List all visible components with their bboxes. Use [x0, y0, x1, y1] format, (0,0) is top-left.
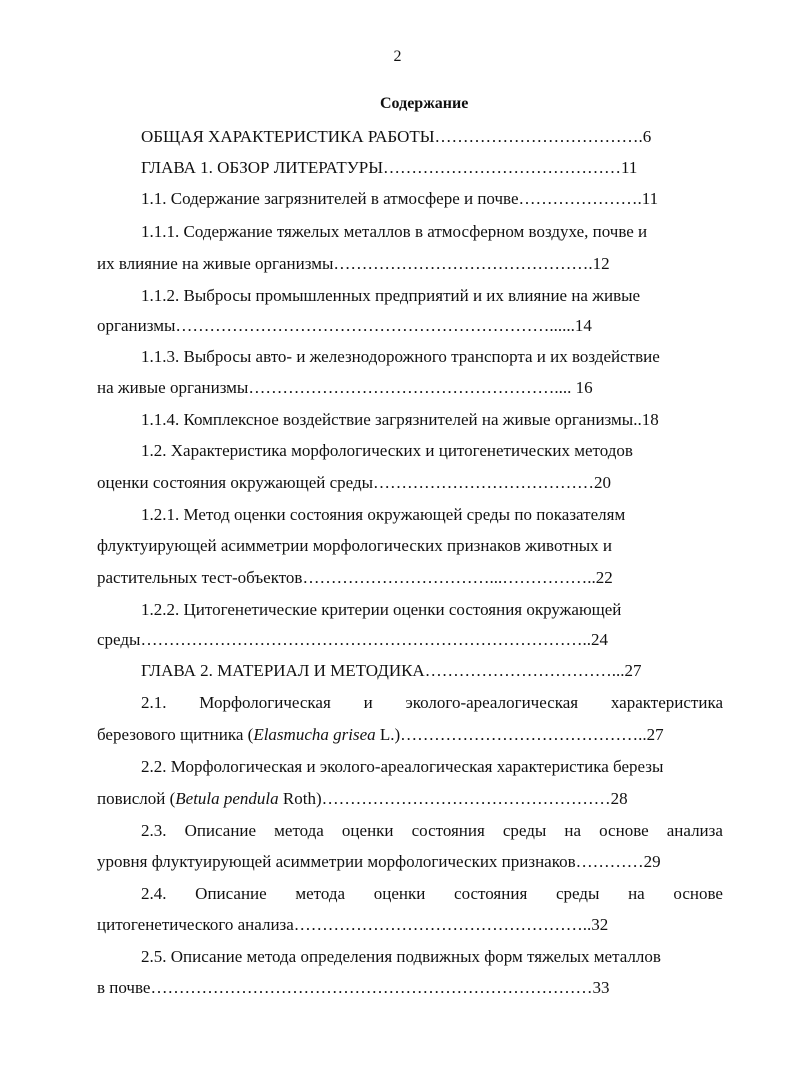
text-part: L.)……………………………………..27	[375, 725, 664, 744]
toc-entry: 1.1.3. Выбросы авто- и железнодорожного транспорта и их воздействие	[141, 347, 660, 366]
word: метода	[274, 821, 324, 840]
toc-entry-continuation	[97, 789, 628, 809]
page-number: 2	[393, 48, 402, 65]
toc-entry-continuation	[97, 725, 664, 745]
toc-title: Содержание	[380, 95, 469, 112]
word: на	[564, 821, 582, 840]
toc-entry-continuation: их влияние на живые организмы……………………………………….12	[97, 254, 610, 273]
toc-entry-continuation: в почве……………………………………………………………………33	[97, 978, 610, 997]
word: основе	[673, 884, 723, 903]
species-name: Betula pendula	[175, 789, 279, 808]
word: среды	[502, 821, 547, 840]
toc-entry-continuation: растительных тест-объектов……………………………...……………..22	[97, 568, 613, 587]
text-part: повислой (	[97, 789, 176, 808]
word: анализа	[666, 821, 723, 840]
toc-entry: 1.2.1. Метод оценки состояния окружающей среды по показателям	[141, 505, 626, 524]
toc-entry-justified	[141, 884, 723, 904]
word: 2.3.	[141, 821, 167, 840]
toc-entry-continuation: на живые организмы……………………………………………….... 16	[97, 378, 593, 397]
toc-entry-continuation: флуктуирующей асимметрии морфологических признаков животных и	[97, 536, 613, 555]
word: характеристика	[610, 693, 723, 712]
word: 2.4.	[141, 884, 167, 903]
toc-entry: 1.2.2. Цитогенетические критерии оценки состояния окружающей	[141, 600, 622, 619]
word: эколого-ареалогическая	[405, 693, 579, 712]
toc-entry: 2.2. Морфологическая и эколого-ареалогическая характеристика березы	[141, 757, 664, 776]
text-part: березового щитника (	[97, 725, 254, 744]
toc-entry: 1.1.2. Выбросы промышленных предприятий и их влияние на живые	[141, 286, 641, 305]
species-name: Elasmucha grisea	[253, 725, 376, 744]
word: и	[363, 693, 373, 712]
toc-entry-continuation: оценки состояния окружающей среды…………………………………20	[97, 473, 612, 492]
toc-entry: 1.1. Содержание загрязнителей в атмосфере и почве………………….11	[141, 189, 659, 208]
toc-entry: ГЛАВА 2. МАТЕРИАЛ И МЕТОДИКА……………………………...27	[141, 661, 642, 680]
toc-entry: 2.5. Описание метода определения подвижных форм тяжелых металлов	[141, 947, 661, 966]
toc-entry: 1.1.1. Содержание тяжелых металлов в атмосферном воздухе, почве и	[141, 222, 648, 241]
word: основе	[599, 821, 649, 840]
toc-entry-continuation: среды……………………………………………………………………..24	[97, 630, 608, 649]
word: метода	[295, 884, 346, 903]
word: оценки	[373, 884, 426, 903]
word: Морфологическая	[199, 693, 331, 712]
toc-entry-continuation: организмы…………………………………………………………......14	[97, 316, 592, 335]
word: 2.1.	[141, 693, 167, 712]
word: состояния	[411, 821, 485, 840]
toc-entry: 1.1.4. Комплексное воздействие загрязнителей на живые организмы..18	[141, 410, 659, 429]
word: Описание	[195, 884, 267, 903]
word: Описание	[184, 821, 257, 840]
text-part: Roth)……………………………………………28	[278, 789, 628, 808]
word: оценки	[341, 821, 394, 840]
toc-entry-justified	[141, 693, 723, 713]
word: среды	[555, 884, 600, 903]
toc-entry-justified	[141, 821, 723, 841]
toc-entry-continuation: цитогенетического анализа……………………………………………..32	[97, 915, 609, 934]
toc-entry: 1.2. Характеристика морфологических и цитогенетических методов	[141, 441, 633, 460]
toc-entry: ГЛАВА 1. ОБЗОР ЛИТЕРАТУРЫ……………………………………11	[141, 158, 638, 177]
word: состояния	[454, 884, 528, 903]
toc-entry-continuation: уровня флуктуирующей асимметрии морфологических признаков…………29	[97, 852, 661, 871]
word: на	[628, 884, 645, 903]
toc-entry: ОБЩАЯ ХАРАКТЕРИСТИКА РАБОТЫ……………………………….6	[141, 127, 652, 146]
